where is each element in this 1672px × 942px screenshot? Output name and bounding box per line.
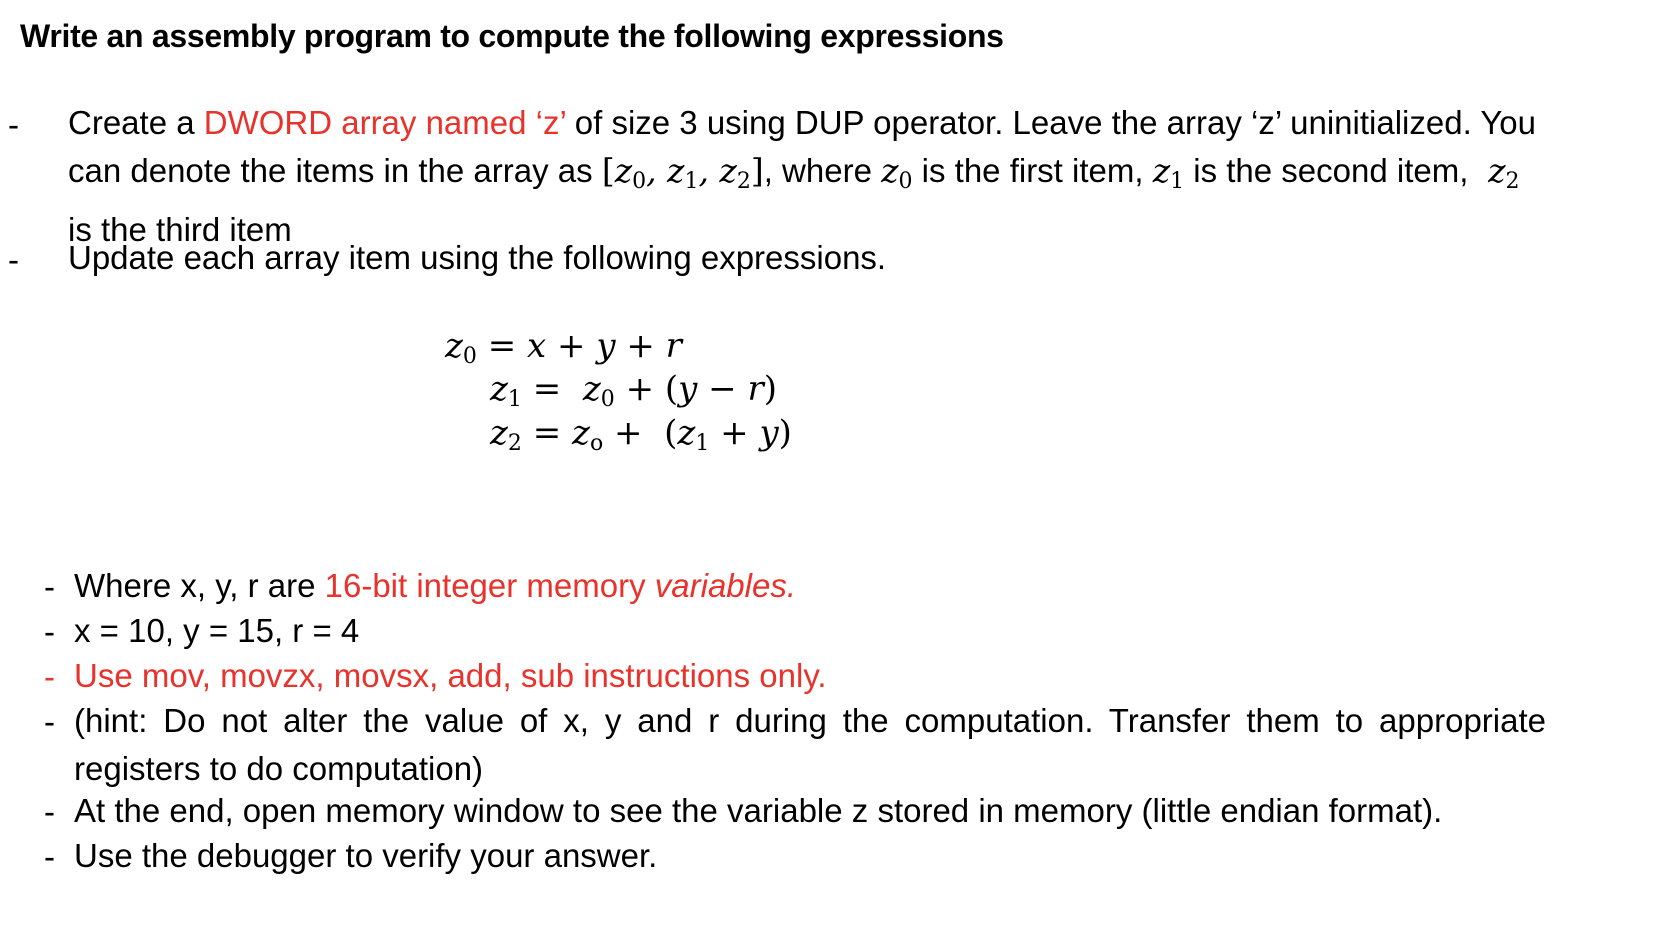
list-dash: - bbox=[44, 838, 55, 875]
list-dash: - bbox=[44, 613, 55, 650]
bullet-debugger: Use the debugger to verify your answer. bbox=[74, 837, 658, 874]
equation-z1: $z_1 = z_0 + (y - r)$ bbox=[490, 369, 777, 412]
bullet-values: x = 10, y = 15, r = 4 bbox=[74, 612, 360, 649]
highlight-text: variables. bbox=[654, 567, 796, 604]
highlight-text: DWORD array named ‘z’ bbox=[203, 104, 566, 141]
list-dash: - bbox=[8, 106, 19, 143]
instruction-update-items: Update each array item using the following expressions. bbox=[68, 239, 887, 276]
text-span: is the first item, bbox=[912, 152, 1153, 189]
list-dash: - bbox=[44, 658, 55, 695]
bullet-instructions-only: Use mov, movzx, movsx, add, sub instructions only. bbox=[74, 657, 827, 694]
equation-z2: $z_2 = z_o + (z_1 + y)$ bbox=[490, 413, 792, 456]
text-span: Where x, y, r are bbox=[74, 567, 325, 604]
equation-z0: $z_0 = x + y + r$ bbox=[445, 326, 682, 369]
instruction-create-array bbox=[68, 99, 1546, 254]
math-z2: $z_2$ bbox=[1477, 151, 1520, 194]
instruction-line bbox=[68, 147, 1546, 206]
page-title: Write an assembly program to compute the following expressions bbox=[20, 18, 1004, 54]
text-span: can denote the items in the array as bbox=[68, 152, 602, 189]
text-span: of size 3 using DUP operator. Leave the array ‘z’ uninitialized. You bbox=[565, 104, 1537, 141]
list-dash: - bbox=[44, 793, 55, 830]
bullet-variables bbox=[74, 562, 796, 610]
hint-line: (hint: Do not alter the value of x, y and r during the computation. Transfer them to appropriate bbox=[74, 702, 1546, 739]
list-dash: - bbox=[8, 241, 19, 278]
bullet-hint bbox=[74, 697, 1546, 793]
text-span: , where bbox=[763, 152, 882, 189]
text-span: Create a bbox=[68, 104, 204, 141]
hint-line: registers to do computation) bbox=[74, 750, 484, 787]
math-z1: $z_1$ bbox=[1152, 151, 1185, 194]
text-span: is the second item, bbox=[1184, 152, 1478, 189]
bullet-memory-window: At the end, open memory window to see the variable z stored in memory (little endian format). bbox=[74, 792, 1443, 829]
instruction-line: is the third item bbox=[68, 211, 292, 248]
list-dash: - bbox=[44, 703, 55, 740]
array-notation: [$z_0$, $z_1$, $z_2$] bbox=[601, 151, 764, 194]
instruction-line bbox=[68, 99, 1546, 147]
highlight-text: 16-bit integer memory bbox=[324, 567, 655, 604]
math-z0: $z_0$ bbox=[881, 151, 913, 194]
list-dash: - bbox=[44, 568, 55, 605]
